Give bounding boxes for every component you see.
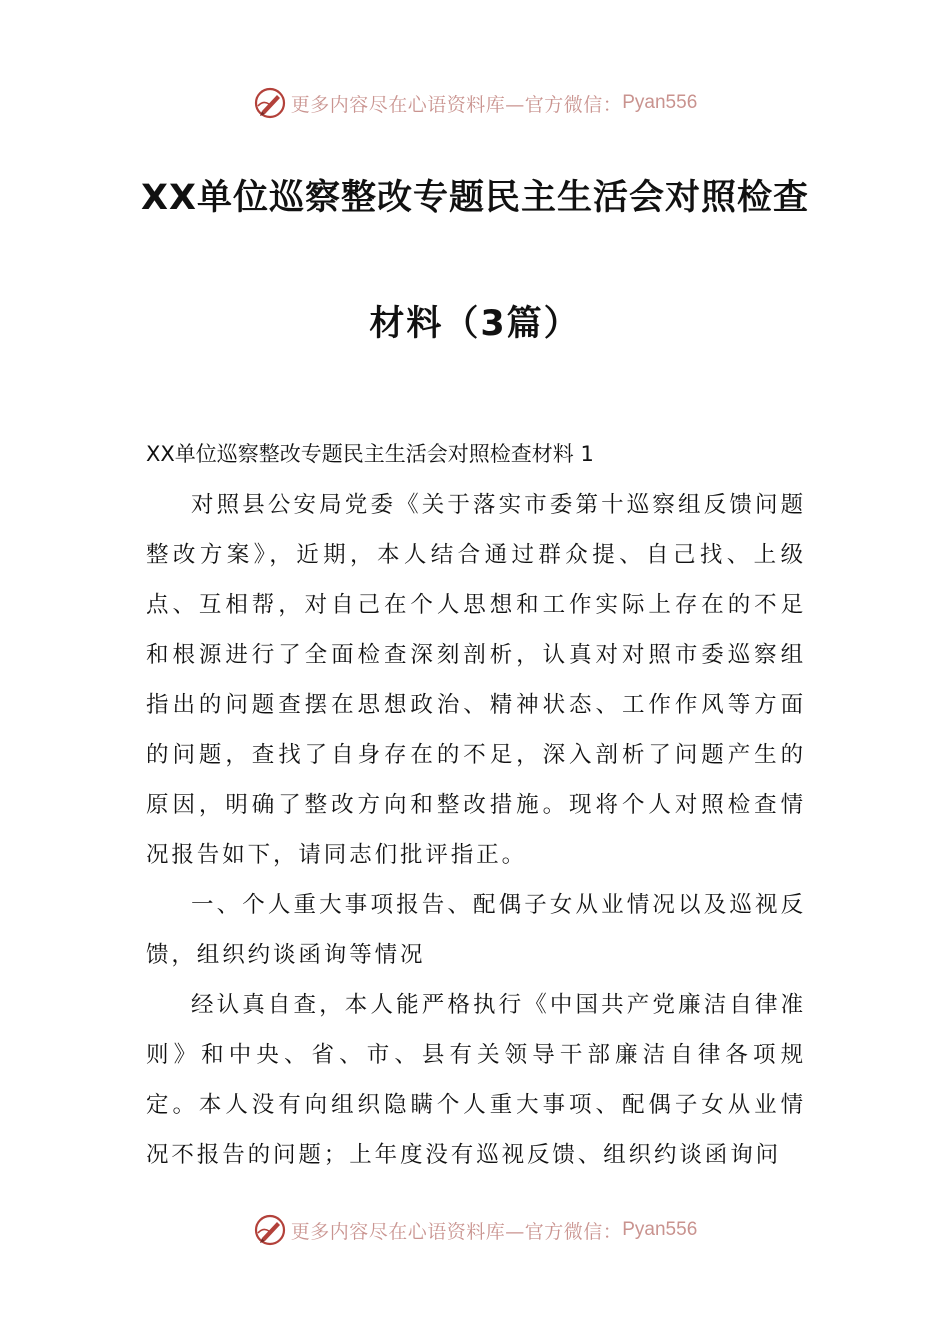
body-paragraph: 一、个人重大事项报告、配偶子女从业情况以及巡视反馈，组织约谈函询等情况 (146, 892, 806, 968)
watermark-handle: Pyan556 (622, 1219, 698, 1240)
watermark-text: 更多内容尽在心语资料库—官方微信： (290, 93, 623, 116)
body-paragraph: 对照县公安局党委《关于落实市委第十巡察组反馈问题整改方案》，近期，本人结合通过群众提、自己找、上级点、互相帮，对自己在个人思想和工作实际上存在的不足和根源进行了全面检查深刻剖析，认真对对照市委巡察组指出的问题查摆在思想政治、精神状态、工作作风等方面的问题，查找了自身存在的不足，深入剖析了问题产生的原因，明确了整改方向和整改措施。现将个人对照检查情况报告如下，请同志们批评指正。 (146, 492, 806, 868)
watermark-banner-bottom (0, 1210, 950, 1250)
section-heading: XX单位巡察整改专题民主生活会对照检查材料 1 (146, 442, 594, 466)
body-paragraph: 经认真自查，本人能严格执行《中国共产党廉洁自律准则》和中央、省、市、县有关领导干部廉洁自律各项规定。本人没有向组织隐瞒个人重大事项、配偶子女从业情况不报告的问题；上年度没有巡视反馈、组织约谈函询问 (146, 992, 806, 1168)
watermark-handle: Pyan556 (622, 92, 698, 113)
pen-circle-logo-icon (253, 86, 287, 120)
document-body (146, 480, 806, 1180)
watermark-banner-top (0, 83, 950, 123)
document-title-line-1: XX单位巡察整改专题民主生活会对照检查 (141, 178, 809, 218)
document-title-line-2: 材料（3篇） (369, 304, 581, 344)
watermark-text: 更多内容尽在心语资料库—官方微信： (290, 1220, 623, 1243)
pen-circle-logo-icon (253, 1213, 287, 1247)
